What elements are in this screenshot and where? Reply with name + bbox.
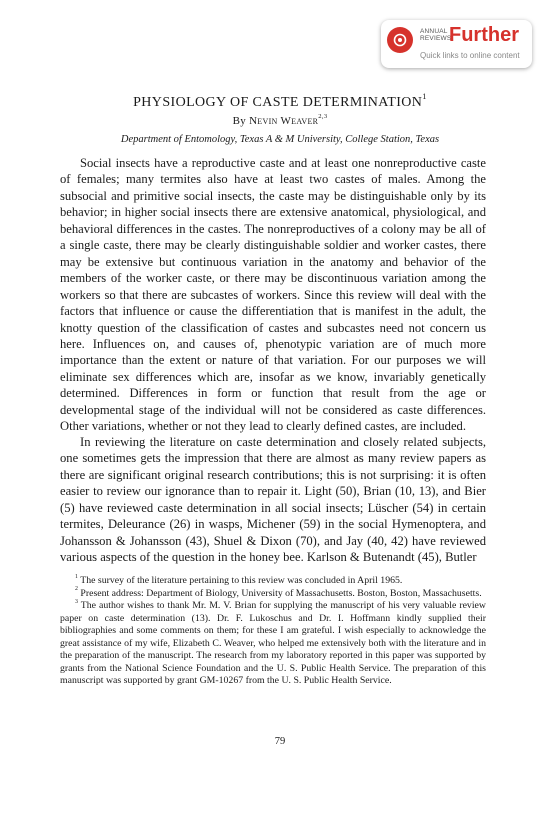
body-text-block-2 — [60, 434, 486, 566]
footnote: $^1$ The survey of the literature pertaining to this review was concluded in April 1965. — [75, 573, 403, 586]
paragraph: Social insects have a reproductive caste and at least one nonreproductive caste of females; many termites also have at least two castes of males. Among the subsocial and primitive social insects, the caste may be distinguishable only by its behavior; in higher social insects there are extensive anatomical, physiological, and behavioral differences in the castes. The nonreproductives of a colony may be all of a single caste, there may be clearly distinguishable soldier and worker castes, there may be extensive but continuous variation in the anatomy and behavior of the members of the worker caste, or there may be discontinuous variation among the workers so that there are subcastes of workers. Since this review will deal with the factors that influence or cause the differentiation that is manifest in the adult, the knotty question of the classification of castes and subcastes need not concern us here. Influences on, and causes of, phenotypic variation are of much more importance than the extent or nature of that variation. For our purposes we will eliminate sex differences which are, insofar as we know, invariably genetically determined. Differences in form or function that result from the age or developmental stage of the individual will not be considered as caste differences. Other variations, whether or not they lead to clearly defined castes, are included. — [60, 156, 486, 434]
paragraph: In reviewing the literature on caste determination and closely related subjects, one sometimes gets the impression that there are almost as many review papers as there are significant original research contributions; this is not surprising: it is often easier to review our ignorance than to repair it. Light (50), Brian (10, 13), and Bier (5) have reviewed caste determination in all social insects; Lüscher (54) in certain termites, Deleurance (26) in wasps, Michener (59) in the social Hymenoptera, and Johansson & Johansson (43), Shuel & Dixon (70), and Jay (40, 42) have reviewed various aspects of the question in the honey bee. Karlson & Butenandt (45), Butler — [60, 435, 486, 565]
further-wordmark: Further — [449, 24, 519, 46]
footnote: $^3$ The author wishes to thank Mr. M. V. Brian for supplying the manuscript of his very valuable review paper on caste determination (13). Dr. F. Lukoschus and Dr. I. Hoffmann kindly supplied their bibliographies and some comments on them; for these I am grateful. I wish especially to acknowledge the great assistance of my wife, Elizabeth C. Weaver, who helped me extensively both with the literature and in the preparation of the manuscript. The research from my laboratory reported in this paper was supported by grants from the National Science Foundation and the U. S. Public Health Service. The preparation of this manuscript was supported by grant GM-10267 from the U. S. Public Health Service. — [60, 598, 486, 686]
footnote: $^2$ Present address: Department of Biology, University of Massachusetts. Boston, Boston, Massachusetts. — [75, 586, 482, 599]
author-name: Nevin Weaver — [249, 115, 319, 127]
annual-reviews-logo-icon — [387, 27, 413, 53]
author-line — [0, 115, 560, 127]
author-affiliation: Department of Entomology, Texas A & M University, College Station, Texas — [120, 134, 440, 145]
page-number: 79 — [274, 736, 286, 747]
author-prefix: By — [232, 115, 246, 127]
further-subtitle: Quick links to online content — [420, 51, 520, 60]
author-footnote-markers[interactable]: 2,3 — [318, 113, 328, 121]
article-title: PHYSIOLOGY OF CASTE DETERMINATION$^1$ — [133, 91, 427, 110]
brand-text: ANNUAL REVIEWS — [420, 28, 452, 42]
footnotes — [60, 575, 486, 688]
body-text-block-1 — [60, 155, 486, 435]
title-footnote-marker[interactable]: 1 — [422, 91, 427, 101]
further-links-badge[interactable] — [381, 20, 532, 68]
